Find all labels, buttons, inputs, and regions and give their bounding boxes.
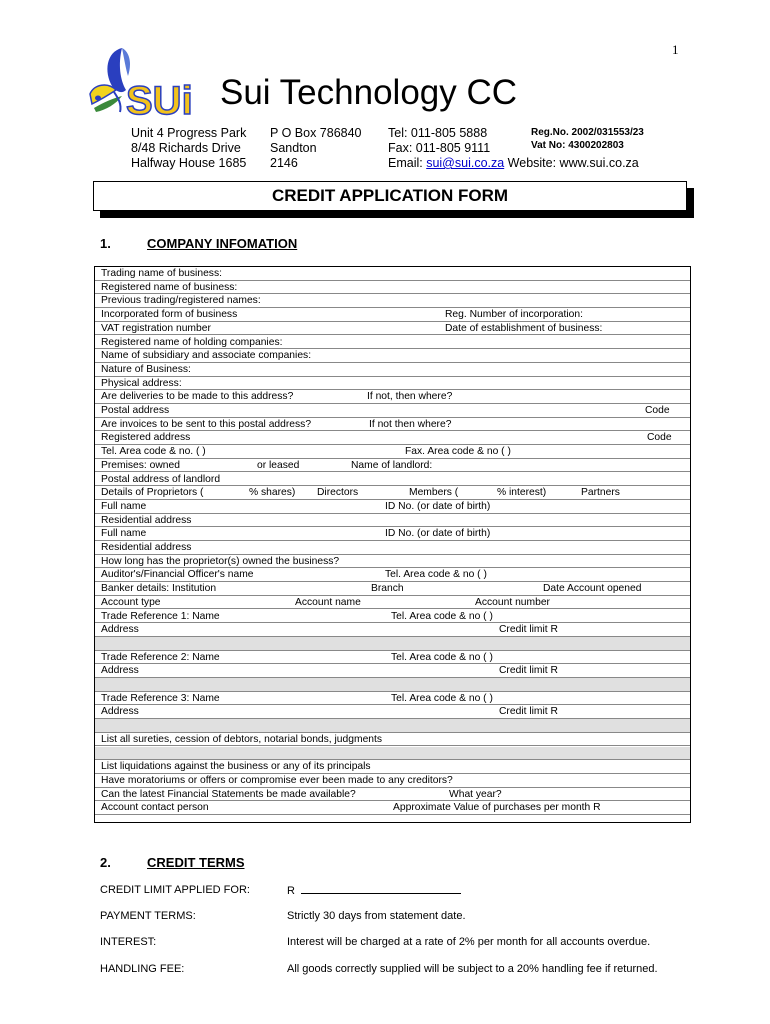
form-field-label: Tel. Area code & no ( ): [385, 569, 487, 581]
form-row[interactable]: [95, 431, 690, 445]
credit-limit-label: CREDIT LIMIT APPLIED FOR:: [100, 884, 250, 896]
butterfly-logo-icon: [86, 42, 206, 122]
phone-line: Tel: 011-805 5888: [388, 126, 488, 140]
form-field-label: Residential address: [101, 542, 192, 553]
email-link[interactable]: sui@sui.co.za: [426, 156, 505, 170]
form-field-label: Fax. Area code & no ( ): [405, 446, 511, 458]
registration-info: [531, 126, 644, 152]
form-row[interactable]: [95, 692, 690, 706]
form-field-label: If not then where?: [369, 418, 452, 430]
form-field-label: How long has the proprietor(s) owned the business?: [101, 555, 340, 567]
company-name: Sui Technology CC: [220, 73, 518, 112]
form-row[interactable]: [95, 322, 690, 336]
handling-fee-label: HANDLING FEE:: [100, 963, 185, 975]
form-field-label: Trade Reference 1: Name: [101, 610, 220, 622]
logo-text: SUi: [126, 79, 193, 122]
form-field-label: Registered name of business:: [101, 281, 238, 293]
form-row[interactable]: [95, 377, 690, 391]
form-field-label: Full name: [101, 528, 147, 540]
address-line: Unit 4 Progress Park: [131, 126, 247, 140]
form-field-label: or leased: [257, 459, 300, 471]
form-field-label: Tel. Area code & no ( ): [391, 692, 493, 704]
form-field-label: Name of subsidiary and associate companies:: [101, 350, 312, 362]
form-row[interactable]: [95, 390, 690, 404]
form-field-label: Have moratoriums or offers or compromise ever been made to any creditors?: [101, 774, 453, 786]
form-row[interactable]: [95, 267, 690, 281]
form-field-label: Account name: [295, 596, 361, 608]
form-field-label: Trading name of business:: [101, 268, 222, 279]
form-row[interactable]: [95, 651, 690, 665]
form-field-label: Approximate Value of purchases per month R: [393, 802, 601, 814]
email-label: Email:: [388, 156, 427, 170]
address-line: P O Box 786840: [270, 126, 362, 140]
form-row[interactable]: [95, 623, 690, 637]
form-row[interactable]: [95, 363, 690, 377]
page-number: 1: [672, 42, 679, 57]
form-field-label: Address: [101, 706, 139, 718]
contact-column: [388, 126, 490, 156]
address-line: Halfway House 1685: [131, 156, 247, 170]
form-field-label: Nature of Business:: [101, 363, 191, 375]
section-1-title: COMPANY INFOMATION: [147, 236, 298, 251]
form-field-label: Name of landlord:: [351, 459, 433, 471]
form-row[interactable]: [95, 445, 690, 459]
form-row[interactable]: [95, 788, 690, 802]
form-field-label: Registered name of holding companies:: [101, 336, 283, 348]
form-row[interactable]: [95, 664, 690, 678]
form-field-label: Tel. Area code & no. ( ): [101, 446, 206, 458]
form-field-label: Full name: [101, 500, 147, 512]
section-2-number: 2.: [100, 855, 111, 870]
form-row[interactable]: [95, 568, 690, 582]
form-row[interactable]: [95, 774, 690, 788]
address-column-2: [270, 126, 362, 171]
form-spacer-row: [95, 637, 690, 651]
interest-value: Interest will be charged at a rate of 2% per month for all accounts overdue.: [287, 936, 651, 948]
form-row[interactable]: [95, 610, 690, 624]
form-field-label: Code: [645, 405, 670, 416]
form-row[interactable]: [95, 281, 690, 295]
form-field-label: Physical address:: [101, 377, 182, 389]
form-field-label: ID No. (or date of birth): [385, 528, 491, 540]
form-field-label: Previous trading/registered names:: [101, 295, 261, 307]
form-field-label: Postal address of landlord: [101, 473, 221, 485]
website-text: Website: www.sui.co.za: [504, 156, 639, 170]
address-line: 2146: [270, 156, 298, 170]
form-field-label: Credit limit R: [499, 665, 558, 677]
email-website-line: [388, 156, 639, 170]
form-row[interactable]: [95, 514, 690, 528]
form-row[interactable]: [95, 500, 690, 514]
form-field-label: VAT registration number: [101, 322, 211, 334]
interest-label: INTEREST:: [100, 936, 157, 948]
form-field-label: % interest): [497, 487, 547, 499]
form-spacer-row: [95, 747, 690, 761]
company-logo: [86, 42, 206, 122]
section-2-title: CREDIT TERMS: [147, 855, 245, 870]
form-spacer-row: [95, 678, 690, 692]
form-field-label: % shares): [249, 487, 296, 499]
vat-number: Vat No: 4300202803: [531, 140, 624, 151]
form-row[interactable]: [95, 733, 690, 747]
form-field-label: Residential address: [101, 514, 192, 526]
form-field-label: Incorporated form of business: [101, 309, 238, 321]
form-row[interactable]: [95, 801, 690, 815]
form-field-label: Directors: [317, 487, 359, 499]
section-1-number: 1.: [100, 236, 111, 251]
form-row[interactable]: [95, 294, 690, 308]
form-row[interactable]: [95, 349, 690, 363]
form-field-label: Registered address: [101, 432, 191, 444]
form-field-label: ID No. (or date of birth): [385, 500, 491, 512]
payment-terms-value: Strictly 30 days from statement date.: [287, 910, 466, 922]
form-field-label: Are deliveries to be made to this address?: [101, 391, 294, 403]
form-field-label: Account contact person: [101, 802, 209, 814]
form-field-label: Address: [101, 624, 139, 636]
form-row[interactable]: [95, 760, 690, 774]
form-title: CREDIT APPLICATION FORM: [271, 186, 509, 205]
form-field-label: Account number: [475, 596, 550, 608]
form-field-label: Partners: [581, 487, 620, 499]
address-line: Sandton: [270, 141, 317, 155]
form-field-label: Members (: [409, 487, 459, 499]
credit-limit-currency: R: [287, 885, 295, 897]
form-field-label: Postal address: [101, 405, 170, 416]
form-field-label: Credit limit R: [499, 706, 558, 718]
form-field-label: Trade Reference 2: Name: [101, 651, 220, 663]
fax-line: Fax: 011-805 9111: [388, 141, 491, 155]
form-row[interactable]: [95, 459, 690, 473]
handling-fee-value: All goods correctly supplied will be subject to a 20% handling fee if returned.: [287, 963, 658, 975]
form-field-label: Tel. Area code & no ( ): [391, 651, 493, 663]
credit-limit-field[interactable]: [287, 884, 461, 897]
form-row[interactable]: [95, 308, 690, 322]
form-field-label: Auditor's/Financial Officer's name: [101, 569, 254, 581]
form-field-label: Branch: [371, 583, 404, 595]
form-field-label: Can the latest Financial Statements be made available?: [101, 788, 356, 800]
form-field-label: Premises: owned: [101, 459, 180, 471]
form-field-label: List all sureties, cession of debtors, notarial bonds, judgments: [101, 733, 383, 745]
credit-limit-underline: [301, 884, 461, 894]
form-field-label: What year?: [449, 788, 502, 800]
form-row[interactable]: [95, 404, 690, 418]
form-field-label: Trade Reference 3: Name: [101, 692, 220, 704]
form-row[interactable]: [95, 473, 690, 487]
form-spacer-row: [95, 719, 690, 733]
form-field-label: List liquidations against the business or any of its principals: [101, 761, 371, 773]
address-line: 8/48 Richards Drive: [131, 141, 241, 155]
form-row[interactable]: [95, 527, 690, 541]
form-field-label: Details of Proprietors (: [101, 487, 204, 499]
form-field-label: Date Account opened: [543, 583, 642, 595]
form-field-label: If not, then where?: [367, 391, 453, 403]
form-field-label: Credit limit R: [499, 624, 558, 636]
form-row[interactable]: [95, 582, 690, 596]
form-field-label: Date of establishment of business:: [445, 322, 603, 334]
form-row[interactable]: [95, 541, 690, 555]
address-column-1: [131, 126, 246, 171]
form-row[interactable]: [95, 596, 690, 610]
form-row[interactable]: [95, 555, 690, 569]
form-field-label: Banker details: Institution: [101, 583, 217, 595]
reg-number: Reg.No. 2002/031553/23: [531, 127, 644, 138]
form-row[interactable]: [95, 705, 690, 719]
form-field-label: Account type: [101, 596, 161, 608]
form-row[interactable]: [95, 418, 690, 432]
payment-terms-label: PAYMENT TERMS:: [100, 910, 196, 922]
form-row[interactable]: [95, 486, 690, 500]
form-field-label: Reg. Number of incorporation:: [445, 309, 583, 321]
form-field-label: Are invoices to be sent to this postal address?: [101, 418, 312, 430]
form-field-label: Tel. Area code & no ( ): [391, 610, 493, 622]
company-information-form: [94, 266, 691, 823]
form-field-label: Code: [647, 432, 672, 444]
form-field-label: Address: [101, 665, 139, 677]
form-row[interactable]: [95, 336, 690, 350]
